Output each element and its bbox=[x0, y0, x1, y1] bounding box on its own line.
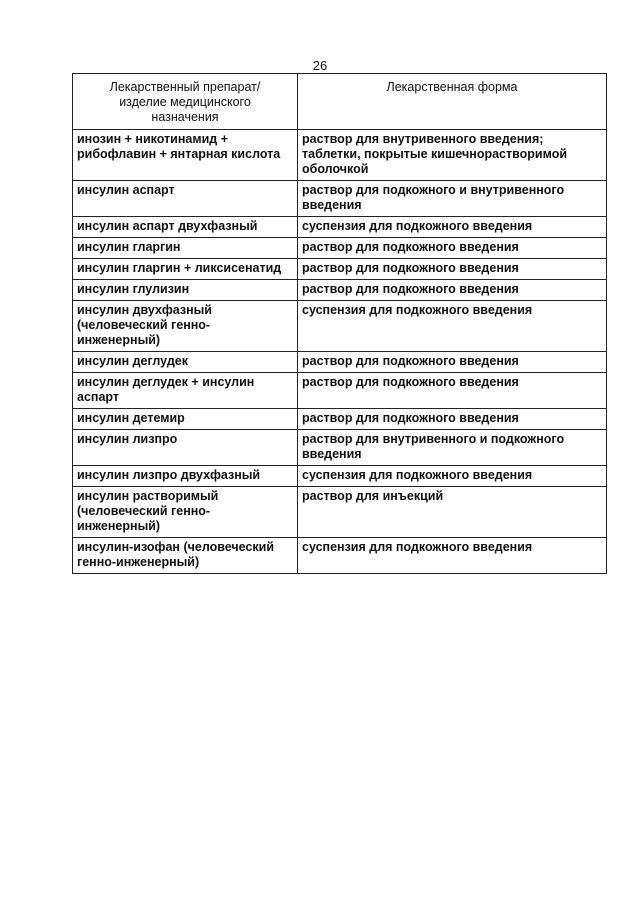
drug-name: инсулин лизпро двухфазный bbox=[73, 466, 298, 487]
drug-name: инсулин деглудек bbox=[73, 352, 298, 373]
dosage-form: суспензия для подкожного введения bbox=[298, 301, 607, 352]
table-row bbox=[73, 466, 607, 487]
table-row bbox=[73, 217, 607, 238]
header-drug: Лекарственный препарат/ изделие медицинского назначения bbox=[73, 74, 298, 130]
dosage-form: раствор для подкожного введения bbox=[298, 238, 607, 259]
dosage-form: раствор для внутривенного введения; таблетки, покрытые кишечнорастворимой оболочкой bbox=[298, 130, 607, 181]
dosage-form: раствор для подкожного введения bbox=[298, 352, 607, 373]
table-row bbox=[73, 373, 607, 409]
drug-name: инсулин аспарт bbox=[73, 181, 298, 217]
table-row bbox=[73, 430, 607, 466]
dosage-form: раствор для подкожного введения bbox=[298, 373, 607, 409]
dosage-form: раствор для подкожного введения bbox=[298, 259, 607, 280]
dosage-form: раствор для подкожного введения bbox=[298, 280, 607, 301]
dosage-form: суспензия для подкожного введения bbox=[298, 538, 607, 574]
table-row bbox=[73, 301, 607, 352]
drug-name: инсулин лизпро bbox=[73, 430, 298, 466]
drug-name: инсулин детемир bbox=[73, 409, 298, 430]
drug-name: инсулин гларгин bbox=[73, 238, 298, 259]
table-row bbox=[73, 352, 607, 373]
drug-name: инсулин растворимый (человеческий генно- инженерный) bbox=[73, 487, 298, 538]
table-row bbox=[73, 259, 607, 280]
table-row bbox=[73, 181, 607, 217]
drug-name: инсулин аспарт двухфазный bbox=[73, 217, 298, 238]
table-header-row bbox=[73, 74, 607, 130]
header-form: Лекарственная форма bbox=[298, 74, 607, 130]
table-row bbox=[73, 280, 607, 301]
dosage-form: раствор для внутривенного и подкожного введения bbox=[298, 430, 607, 466]
table-row bbox=[73, 487, 607, 538]
table-row bbox=[73, 538, 607, 574]
drug-table bbox=[72, 73, 607, 574]
dosage-form: суспензия для подкожного введения bbox=[298, 217, 607, 238]
dosage-form: раствор для подкожного введения bbox=[298, 409, 607, 430]
drug-name: инсулин-изофан (человеческий генно-инженерный) bbox=[73, 538, 298, 574]
drug-name: инсулин глулизин bbox=[73, 280, 298, 301]
table-row bbox=[73, 130, 607, 181]
dosage-form: раствор для инъекций bbox=[298, 487, 607, 538]
drug-name: инсулин деглудек + инсулин аспарт bbox=[73, 373, 298, 409]
table-row bbox=[73, 409, 607, 430]
drug-name: инсулин двухфазный (человеческий генно- инженерный) bbox=[73, 301, 298, 352]
page-number: 26 bbox=[312, 58, 328, 73]
table-row bbox=[73, 238, 607, 259]
drug-name: инозин + никотинамид + рибофлавин + янтарная кислота bbox=[73, 130, 298, 181]
dosage-form: раствор для подкожного и внутривенного введения bbox=[298, 181, 607, 217]
dosage-form: суспензия для подкожного введения bbox=[298, 466, 607, 487]
drug-name: инсулин гларгин + ликсисенатид bbox=[73, 259, 298, 280]
